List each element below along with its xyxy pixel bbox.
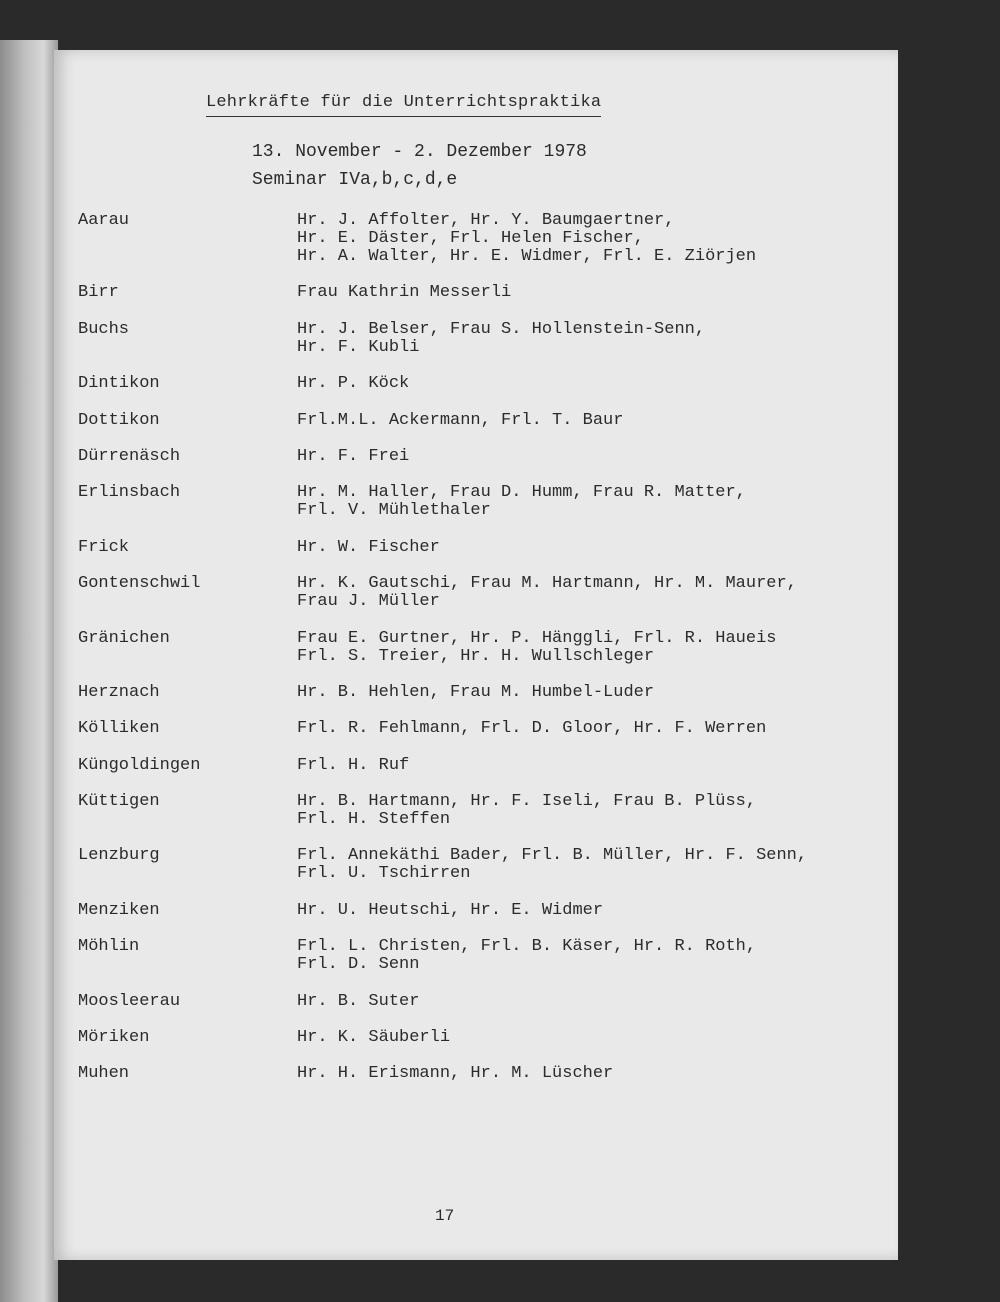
location-name: Gontenschwil — [78, 574, 201, 594]
list-item — [78, 412, 878, 430]
teacher-names: Frl. H. Ruf — [297, 755, 410, 775]
list-item — [78, 720, 878, 738]
location-name: Dürrenäsch — [78, 446, 181, 466]
teacher-names: Hr. F. Frei — [297, 446, 410, 466]
page-number: 17 — [435, 1207, 455, 1225]
list-item — [78, 847, 878, 883]
location-name: Dottikon — [78, 410, 160, 430]
location-name: Buchs — [78, 319, 130, 339]
list-item — [78, 1029, 878, 1047]
location-name: Lenzburg — [78, 846, 160, 866]
location-name: Herznach — [78, 682, 160, 702]
date-range: 13. November - 2. Dezember 1978 — [252, 142, 587, 162]
list-item — [78, 539, 878, 557]
teacher-names: Hr. W. Fischer — [297, 537, 440, 557]
teacher-names: Frl.M.L. Ackermann, Frl. T. Baur — [297, 410, 624, 430]
teacher-names: Hr. J. Belser, Frau S. Hollenstein-Senn, Hr. F. Kubli — [297, 319, 706, 357]
teacher-names: Hr. M. Haller, Frau D. Humm, Frau R. Matter, Frl. V. Mühlethaler — [297, 483, 746, 521]
location-name: Dintikon — [78, 374, 160, 394]
list-item — [78, 212, 878, 266]
course-info — [252, 138, 587, 194]
list-item — [78, 793, 878, 829]
teacher-names: Frl. R. Fehlmann, Frl. D. Gloor, Hr. F. Werren — [297, 719, 767, 739]
adjacent-page-edge — [0, 40, 58, 1302]
list-item — [78, 321, 878, 357]
location-name: Frick — [78, 537, 130, 557]
teacher-names: Frl. Annekäthi Bader, Frl. B. Müller, Hr. F. Senn, Frl. U. Tschirren — [297, 846, 808, 884]
location-name: Aarau — [78, 211, 130, 230]
location-name: Moosleerau — [78, 991, 181, 1011]
teacher-names: Hr. B. Suter — [297, 991, 420, 1011]
list-item — [78, 448, 878, 466]
teacher-names: Hr. B. Hehlen, Frau M. Humbel-Luder — [297, 682, 655, 702]
list-item — [78, 575, 878, 611]
list-item — [78, 938, 878, 974]
seminar-classes: Seminar IVa,b,c,d,e — [252, 170, 458, 190]
page-heading: Lehrkräfte für die Unterrichtspraktika — [206, 93, 601, 117]
teacher-names: Hr. H. Erismann, Hr. M. Lüscher — [297, 1064, 614, 1084]
teacher-names: Frau E. Gurtner, Hr. P. Hänggli, Frl. R. Haueis Frl. S. Treier, Hr. H. Wullschleger — [297, 628, 777, 666]
location-name: Kölliken — [78, 719, 160, 739]
teacher-names: Hr. B. Hartmann, Hr. F. Iseli, Frau B. Plüss, Frl. H. Steffen — [297, 792, 757, 830]
teacher-names: Hr. K. Gautschi, Frau M. Hartmann, Hr. M. Maurer, Frau J. Müller — [297, 574, 797, 612]
location-name: Menziken — [78, 900, 160, 920]
teacher-names: Hr. P. Köck — [297, 374, 410, 394]
list-item — [78, 757, 878, 775]
location-name: Erlinsbach — [78, 483, 181, 503]
location-name: Birr — [78, 283, 119, 303]
list-item — [78, 684, 878, 702]
list-item — [78, 284, 878, 302]
list-item — [78, 630, 878, 666]
location-name: Möhlin — [78, 937, 140, 957]
location-name: Gränichen — [78, 628, 170, 648]
list-item — [78, 484, 878, 520]
location-name: Muhen — [78, 1064, 130, 1084]
teacher-list — [78, 212, 878, 1102]
location-name: Küngoldingen — [78, 755, 201, 775]
teacher-names: Frau Kathrin Messerli — [297, 283, 512, 303]
list-item — [78, 375, 878, 393]
teacher-names: Hr. J. Affolter, Hr. Y. Baumgaertner, Hr. E. Däster, Frl. Helen Fischer, Hr. A. Walter, Hr. E. Widmer, Frl. E. Ziörjen — [297, 211, 757, 266]
teacher-names: Frl. L. Christen, Frl. B. Käser, Hr. R. Roth, Frl. D. Senn — [297, 937, 757, 975]
list-item — [78, 1065, 878, 1083]
teacher-names: Hr. K. Säuberli — [297, 1028, 451, 1048]
list-item — [78, 993, 878, 1011]
list-item — [78, 902, 878, 920]
location-name: Möriken — [78, 1028, 150, 1048]
teacher-names: Hr. U. Heutschi, Hr. E. Widmer — [297, 900, 604, 920]
location-name: Küttigen — [78, 792, 160, 812]
